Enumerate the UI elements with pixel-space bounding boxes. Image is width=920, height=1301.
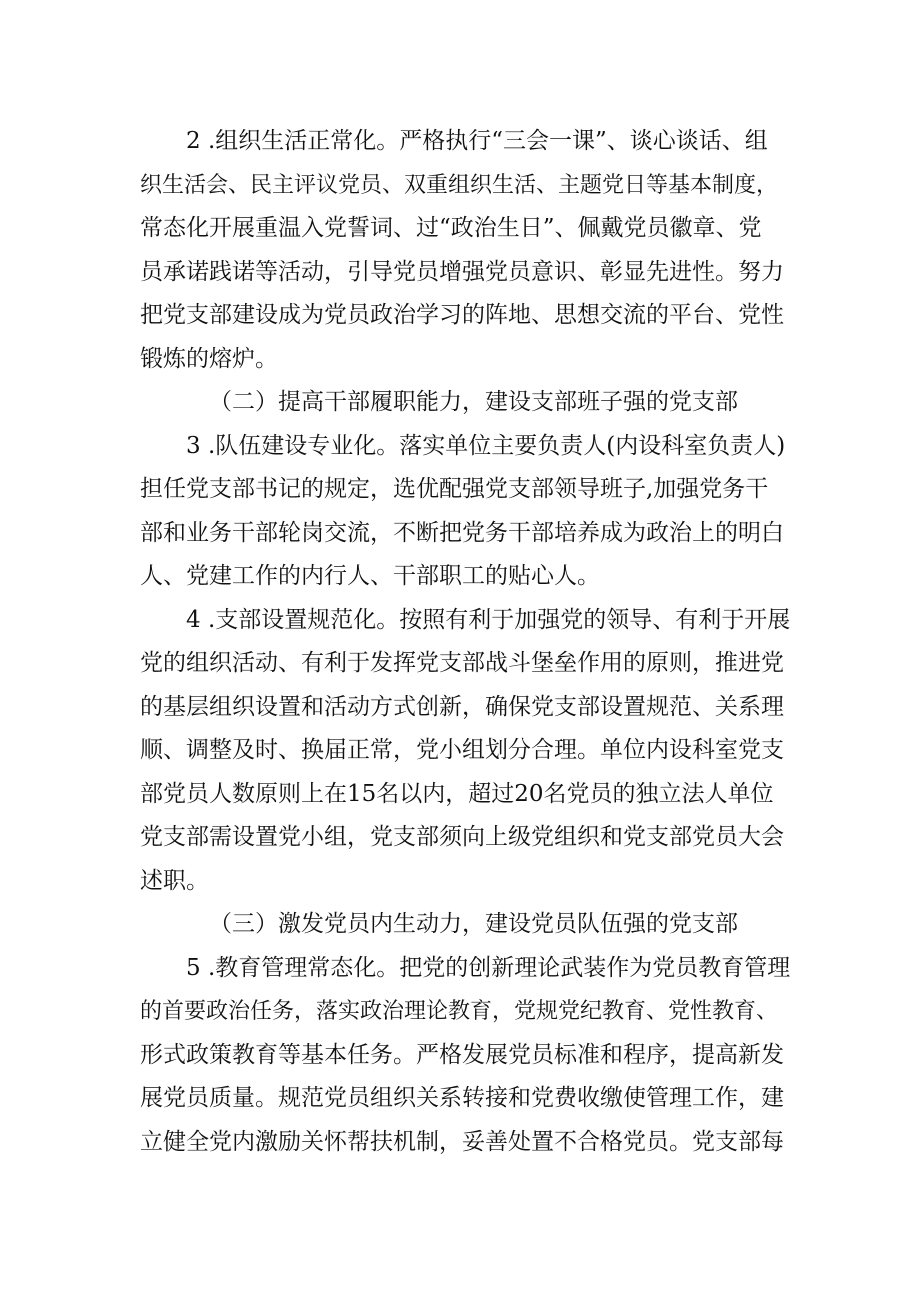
paragraph-line: 党的组织活动、有利于发挥党支部战斗堡垒作用的原则，推进党 (140, 650, 784, 676)
paragraph-line: 2 .组织生活正常化。严格执行“三会一课”、谈心谈话、组 (186, 128, 768, 154)
paragraph-line: 5 .教育管理常态化。把党的创新理论武装作为党员教育管理 (186, 954, 790, 981)
paragraph-line: 立健全党内激励关怀帮扶机制，妥善处置不合格党员。党支部每 (140, 1128, 784, 1155)
paragraph-line: 述职。 (140, 867, 209, 894)
paragraph-line: 顺、调整及时、换届正常，党小组划分合理。单位内设科室党支 (140, 737, 784, 763)
paragraph-line: 的基层组织设置和活动方式创新，确保党支部设置规范、关系理 (140, 693, 784, 720)
section-heading: （三）激发党员内生动力，建设党员队伍强的党支部 (209, 911, 738, 937)
section-heading: （二）提高干部履职能力，建设支部班子强的党支部 (209, 389, 738, 415)
paragraph-line: 展党员质量。规范党员组织关系转接和党费收缴使管理工作，建 (140, 1085, 784, 1111)
paragraph-line: 形式政策教育等基本任务。严格发展党员标准和程序，提高新发 (140, 1041, 784, 1068)
paragraph-line: 的首要政治任务，落实政治理论教育，党规党纪教育、党性教育、 (140, 999, 779, 1024)
paragraph-line: 4 .支部设置规范化。按照有利于加强党的领导、有利于开展 (186, 606, 790, 633)
paragraph-line: 锻炼的熔炉。 (140, 345, 278, 372)
paragraph-line: 部和业务干部轮岗交流，不断把党务干部培养成为政治上的明白 (140, 519, 784, 546)
paragraph-line: 员承诺践诺等活动，引导党员增强党员意识、彰显先进性。努力 (140, 258, 784, 285)
paragraph-line: 部党员人数原则上在15名以内，超过20名党员的独立法人单位 (140, 780, 774, 807)
paragraph-line: 3 .队伍建设专业化。落实单位主要负责人(内设科室负责人) (186, 432, 786, 459)
paragraph-line: 织生活会、民主评议党员、双重组织生活、主题党日等基本制度， (140, 172, 779, 198)
paragraph-line: 把党支部建设成为党员政治学习的阵地、思想交流的平台、党性 (140, 302, 784, 328)
paragraph-line: 党支部需设置党小组，党支部须向上级党组织和党支部党员大会 (140, 824, 784, 850)
paragraph-line: 人、党建工作的内行人、干部职工的贴心人。 (140, 563, 600, 589)
paragraph-line: 常态化开展重温入党誓词、过“政治生日”、佩戴党员徽章、党 (140, 215, 762, 241)
document-body (140, 120, 790, 1164)
paragraph-line: 担任党支部书记的规定，选优配强党支部领导班子,加强党务干 (140, 476, 769, 502)
